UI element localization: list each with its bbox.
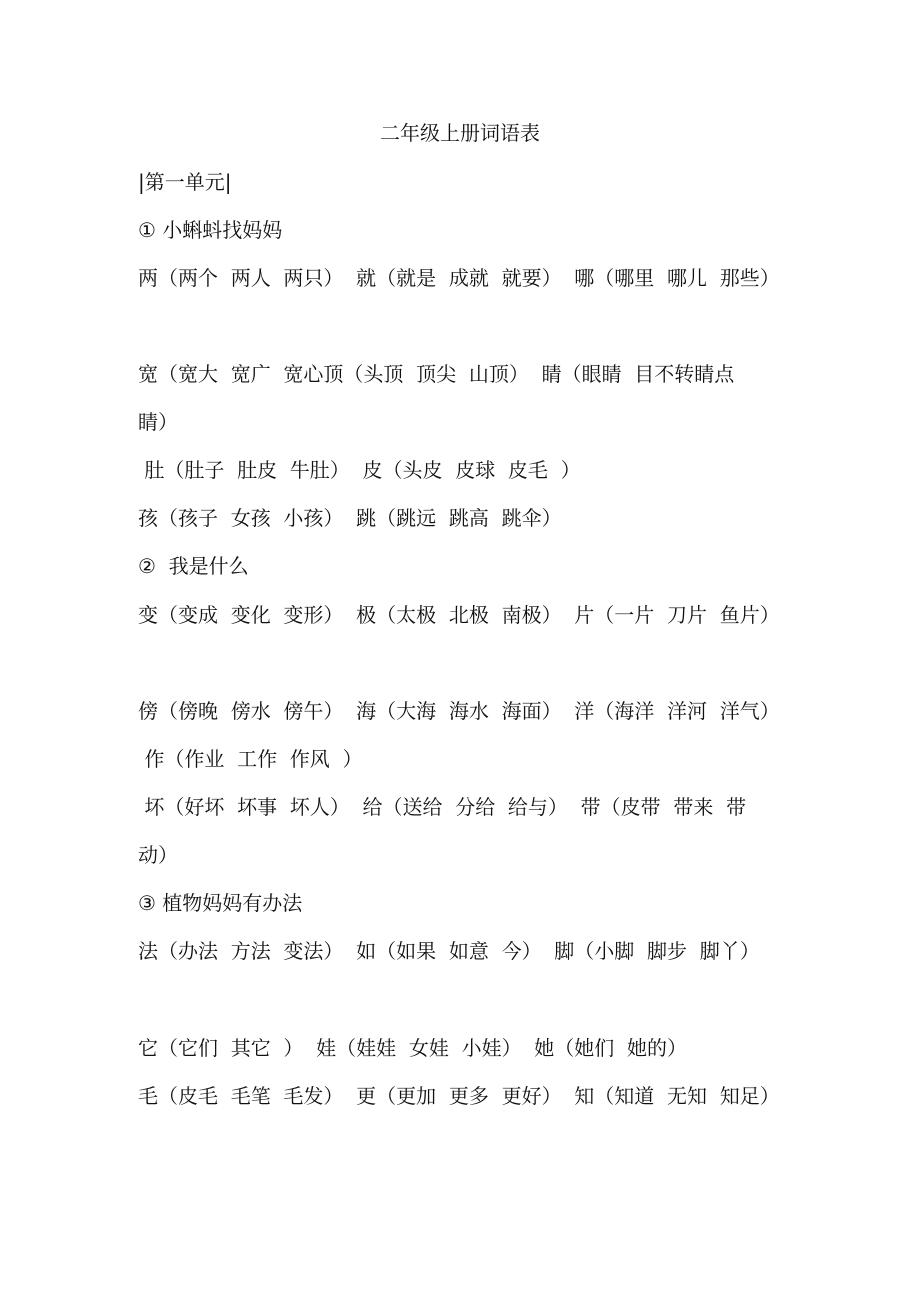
lesson-2-line-2: 傍（傍晚 傍水 傍午） 海（大海 海水 海面） 洋（海洋 洋河 洋气） <box>138 699 780 723</box>
lesson-3-line-3: 毛（皮毛 毛笔 毛发） 更（更加 更多 更好） 知（知道 无知 知足） <box>138 1084 780 1108</box>
lesson-1-line-2: 宽（宽大 宽广 宽心顶（头顶 顶尖 山顶） 睛（眼睛 目不转睛点 <box>138 362 735 386</box>
lesson-2-line-1: 变（变成 变化 变形） 极（太极 北极 南极） 片（一片 刀片 鱼片） <box>138 603 780 627</box>
lesson-1-line-5: 孩（孩子 女孩 小孩） 跳（跳远 跳高 跳伞） <box>138 506 562 530</box>
lesson-2-line-5: 动） <box>138 843 178 867</box>
lesson-1-line-4: 肚（肚子 肚皮 牛肚） 皮（头皮 皮球 皮毛 ） <box>138 458 581 482</box>
lesson-1-line-1: 两（两个 两人 两只） 就（就是 成就 就要） 哪（哪里 哪儿 那些） <box>138 266 780 290</box>
lesson-3-heading: ③ 植物妈妈有办法 <box>138 891 303 915</box>
lesson-3-line-1: 法（办法 方法 变法） 如（如果 如意 今） 脚（小脚 脚步 脚丫） <box>138 939 760 963</box>
lesson-1-line-3: 睛） <box>138 410 178 434</box>
lesson-2-line-4: 坏（好坏 坏事 坏人） 给（送给 分给 给与） 带（皮带 带来 带 <box>138 795 747 819</box>
document-title: 二年级上册词语表 <box>380 121 540 145</box>
lesson-2-line-3: 作（作业 工作 作风 ） <box>138 747 363 771</box>
lesson-2-heading: ② 我是什么 <box>138 554 249 578</box>
lesson-3-line-2: 它（它们 其它 ） 娃（娃娃 女娃 小娃） 她（她们 她的） <box>138 1036 688 1060</box>
unit-heading: |第一单元| <box>138 170 232 194</box>
lesson-1-heading: ① 小蝌蚪找妈妈 <box>138 218 283 242</box>
